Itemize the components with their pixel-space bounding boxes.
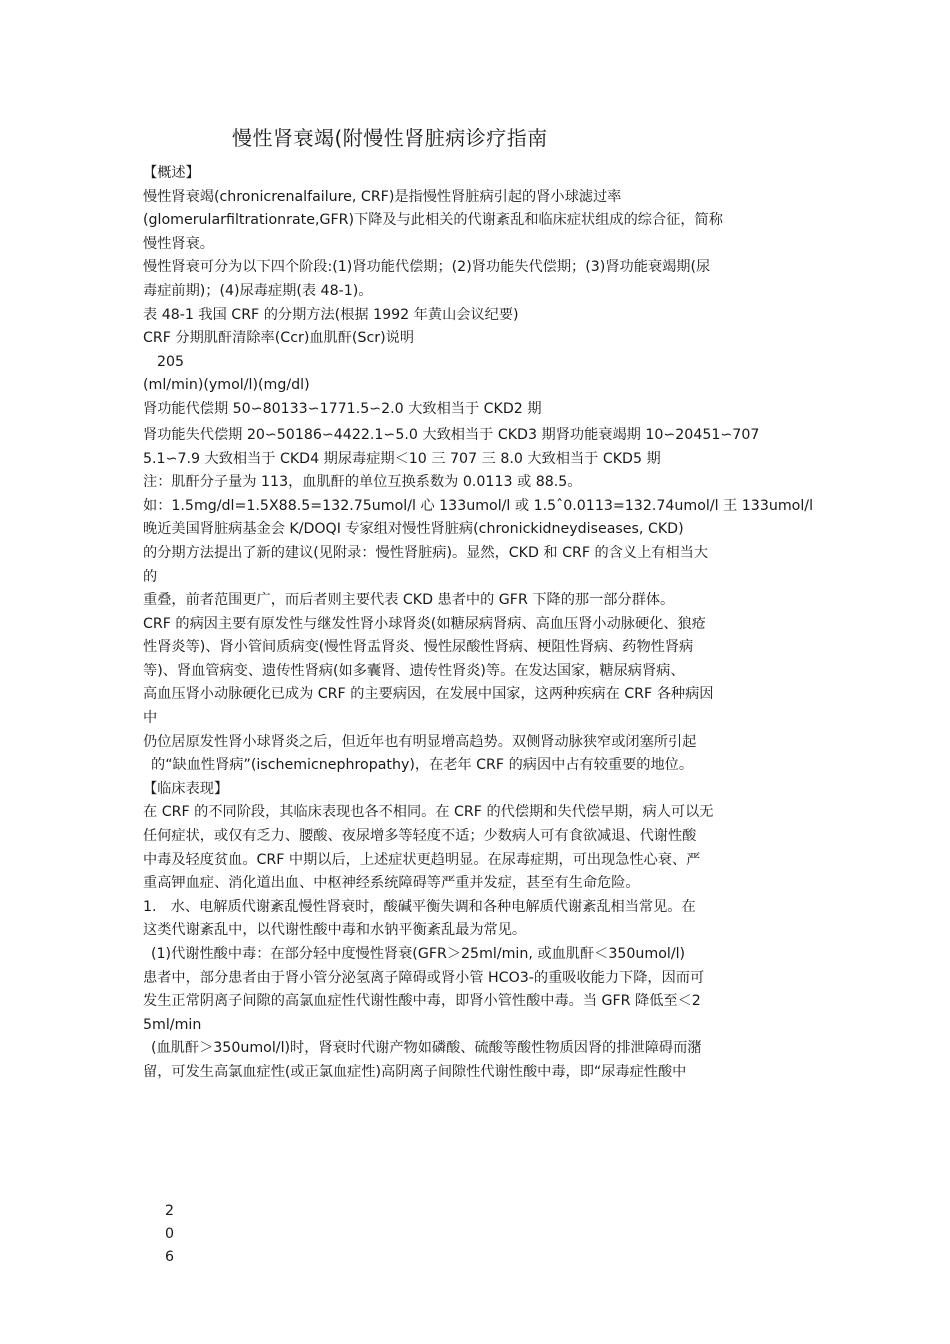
paragraph-line: (1)代谢性酸中毒：在部分轻中度慢性肾衰(GFR＞25ml/min, 或血肌酐＜350umol/l): [151, 946, 686, 962]
page-number-digit: 6: [165, 1249, 175, 1265]
paragraph-line: 患者中，部分患者由于肾小管分泌氢离子障碍或肾小管 HCO3-的重吸收能力下降，因而可: [143, 969, 705, 986]
document-body: [143, 162, 814, 1085]
paragraph-line: 任何症状，或仅有乏力、腰酸、夜尿增多等轻度不适；少数病人可有食欲减退、代谢性酸: [143, 828, 697, 845]
paragraph-line: 性肾炎等)、肾小管间质病变(慢性肾盂肾炎、慢性尿酸性肾病、梗阻性肾病、药物性肾病: [143, 639, 694, 656]
paragraph-line: 中: [143, 710, 158, 727]
paragraph-line: 中毒及轻度贫血。CRF 中期以后，上述症状更趋明显。在尿毒症期，可出现急性心衰、严: [143, 851, 701, 868]
paragraph-line: 的“缺血性肾病”(ischemicnephropathy)，在老年 CRF 的病因中占有较重要的地位。: [151, 757, 694, 774]
section-heading-overview: 【概述】: [143, 165, 200, 181]
paragraph-line: (glomerularfiltrationrate,GFR)下降及与此相关的代谢紊乱和临床症状组成的综合征，简称: [143, 212, 723, 229]
paragraph-line: 留，可发生高氯血症性(或正氯血症性)高阴离子间隙性代谢性酸中毒，即“尿毒症性酸中: [143, 1063, 687, 1080]
paragraph-line: 重高钾血症、消化道出血、中枢神经系统障碍等严重并发症，甚至有生命危险。: [143, 875, 640, 892]
table-caption: 表 48-1 我国 CRF 的分期方法(根据 1992 年黄山会议纪要): [143, 306, 519, 323]
paragraph-line: CRF 的病因主要有原发性与继发性肾小球肾炎(如糖尿病肾病、高血压肾小动脉硬化、狼疮: [143, 615, 706, 632]
paragraph-line: 等)、肾血管病变、遗传性肾病(如多囊肾、遗传性肾炎)等。在发达国家，糖尿病肾病、: [143, 662, 685, 679]
page-number: [165, 1200, 185, 1269]
document-title: 慢性肾衰竭(附慢性肾脏病诊疗指南: [232, 126, 548, 150]
paragraph-line: 仍位居原发性肾小球肾炎之后，但近年也有明显增高趋势。双侧肾动脉狭窄或闭塞所引起: [143, 733, 697, 750]
section-heading-clinical: 【临床表现】: [143, 780, 229, 797]
table-value: 205: [157, 353, 185, 370]
paragraph-line: 高血压肾小动脉硬化已成为 CRF 的主要病因，在发展中国家，这两种疾病在 CRF 各种病因: [143, 686, 714, 703]
paragraph-line: 慢性肾衰竭(chronicrenalfailure, CRF)是指慢性肾脏病引起的肾小球滤过率: [143, 188, 622, 205]
table-row: 肾功能失代偿期 20∽50186∽4422.1∽5.0 大致相当于 CKD3 期肾功能衰竭期 10∽20451∽707: [143, 426, 760, 443]
paragraph-line: 晚近美国肾脏病基金会 K/DOQI 专家组对慢性肾脏病(chronickidneydiseases, CKD): [143, 521, 684, 538]
paragraph-line: 慢性肾衰。: [143, 235, 214, 252]
table-header: CRF 分期肌酐清除率(Ccr)血肌酐(Scr)说明: [143, 330, 415, 347]
paragraph-line: 在 CRF 的不同阶段，其临床表现也各不相同。在 CRF 的代偿期和失代偿早期，病人可以无: [143, 804, 714, 821]
paragraph-line: (血肌酐＞350umol/l)时，肾衰时代谢产物如磷酸、硫酸等酸性物质因肾的排泄障碍而潴: [151, 1040, 702, 1057]
paragraph-line: 这类代谢紊乱中，以代谢性酸中毒和水钠平衡紊乱最为常见。: [143, 922, 527, 939]
note-line: 注：肌酐分子量为 113，血肌酐的单位互换系数为 0.0113 或 88.5。: [143, 474, 582, 491]
paragraph-line: 5ml/min: [143, 1016, 202, 1033]
note-line: 如：1.5mg/dl=1.5X88.5=132.75umol/l 心 133umol/l 或 1.5ˆ0.0113=132.74umol/l 王 133umol/l: [143, 497, 814, 514]
paragraph-line: 1. 水、电解质代谢紊乱慢性肾衰时，酸碱平衡失调和各种电解质代谢紊乱相当常见。在: [143, 898, 696, 915]
page-number-digit: 0: [165, 1226, 175, 1242]
page-number-digit: 2: [165, 1203, 175, 1219]
paragraph-line: 发生正常阴离子间隙的高氯血症性代谢性酸中毒，即肾小管性酸中毒。当 GFR 降低至＜2: [143, 993, 701, 1010]
table-row: 肾功能代偿期 50∽80133∽1771.5∽2.0 大致相当于 CKD2 期: [143, 400, 542, 417]
paragraph-line: 的分期方法提出了新的建议(见附录：慢性肾脏病)。显然，CKD 和 CRF 的含义上有相当大: [143, 544, 709, 561]
paragraph-line: 重叠，前者范围更广，而后者则主要代表 CKD 患者中的 GFR 下降的那一部分群体。: [143, 592, 675, 609]
paragraph-line: 的: [143, 568, 158, 585]
table-row: 5.1∽7.9 大致相当于 CKD4 期尿毒症期＜10 三 707 三 8.0 大致相当于 CKD5 期: [143, 450, 661, 467]
paragraph-line: 毒症前期)；(4)尿毒症期(表 48-1)。: [143, 282, 373, 299]
table-units: (ml/min)(ymol/l)(mg/dl): [143, 377, 310, 394]
paragraph-line: 慢性肾衰可分为以下四个阶段:(1)肾功能代偿期；(2)肾功能失代偿期；(3)肾功能衰竭期(尿: [143, 259, 711, 276]
